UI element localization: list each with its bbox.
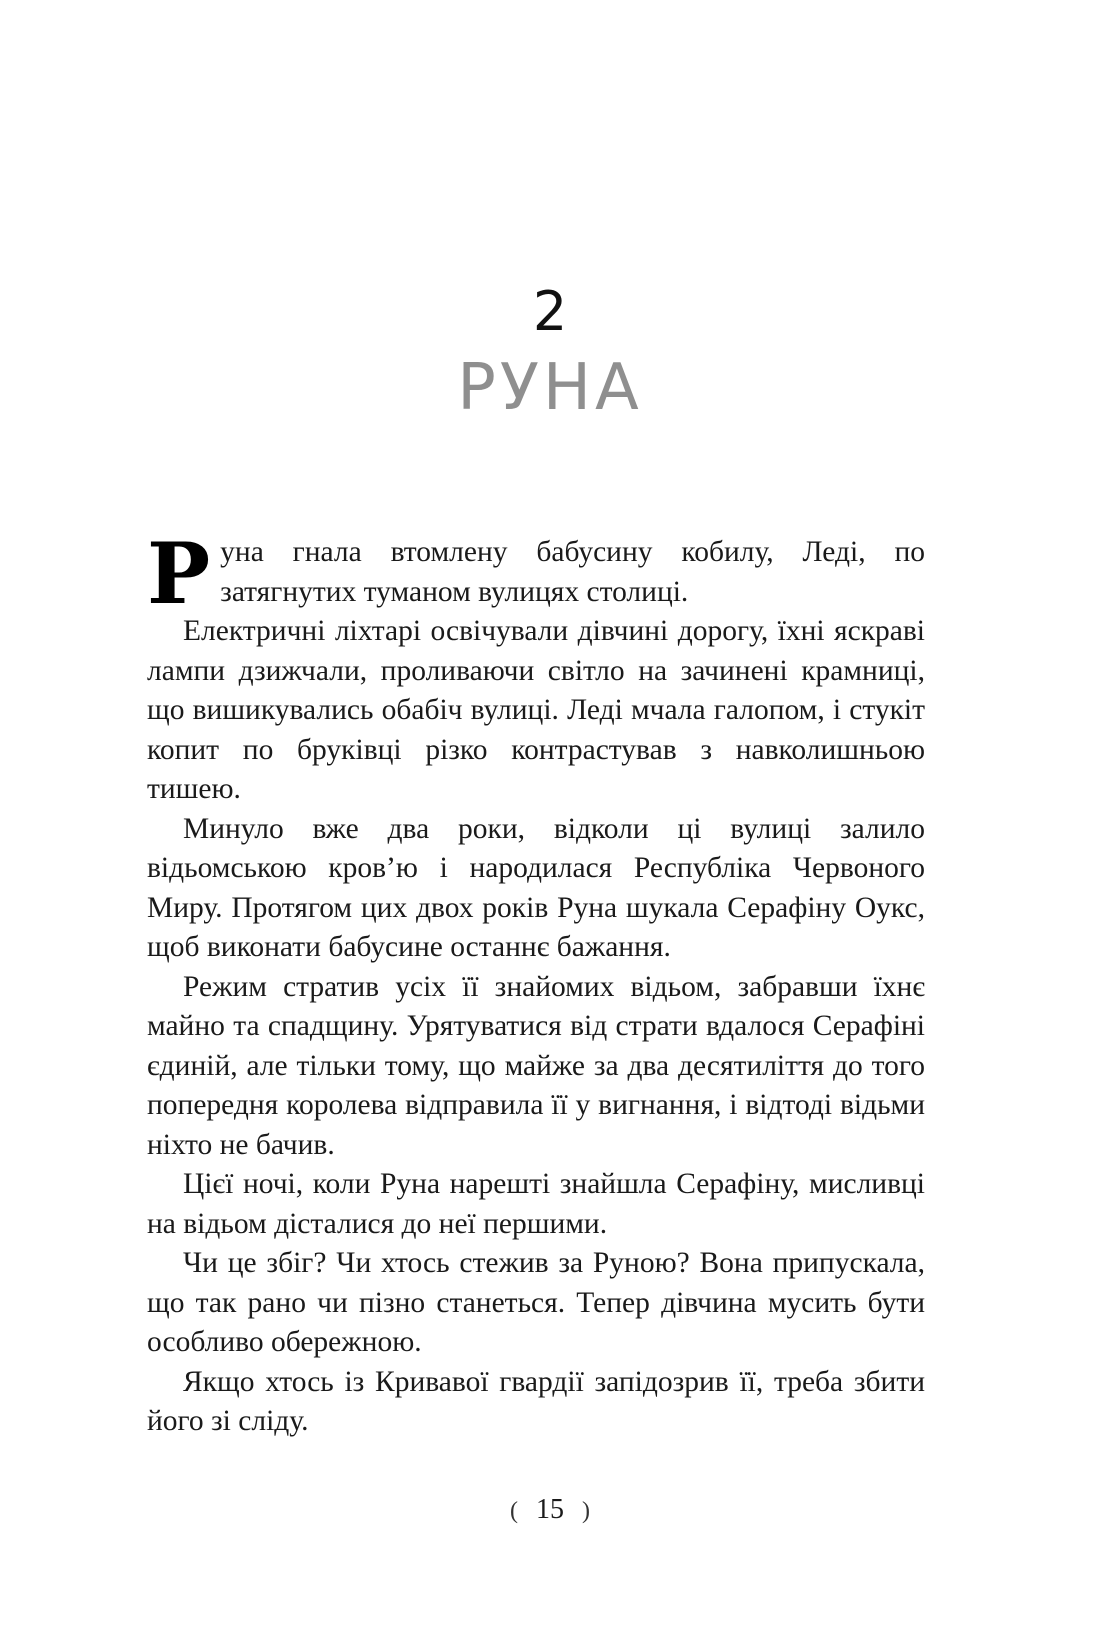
paragraph-3: Минуло вже два роки, відколи ці вулиці залило відьомською кров’ю і народилася Республіка Червоного Миру. Протягом цих двох років Руна шукала Серафіну Оукс, щоб виконати бабусине останнє бажання. — [147, 812, 925, 963]
drop-cap: Р — [147, 524, 211, 623]
page-number-bracket-right: ) — [582, 1498, 590, 1524]
page-number-bracket-left: ( — [510, 1498, 518, 1524]
chapter-title: РУНА — [457, 351, 643, 425]
paragraph-6: Чи це збіг? Чи хтось стежив за Руною? Вона припускала, що так рано чи пізно станеться. Тепер дівчина мусить бути особливо обережною. — [147, 1247, 925, 1358]
paragraph-5: Цієї ночі, коли Руна нарешті знайшла Серафіну, мисливці на відьом дісталися до неї першими. — [147, 1168, 925, 1240]
paragraph-1 — [147, 524, 925, 623]
page-number: 15 — [536, 1494, 564, 1525]
paragraph-1-text: уна гнала втомлену бабусину кобилу, Леді, по затягнутих туманом вулицях столиці. — [220, 536, 925, 608]
paragraph-4: Режим стратив усіх її знайомих відьом, забравши їхнє майно та спадщину. Урятуватися від страти вдалося Серафіні єдиній, але тільки тому, що майже за два десятиліття до того попередня королева відправила її у вигнання, і відтоді відьми ніхто не бачив. — [147, 970, 925, 1161]
page-number-footer — [0, 1490, 1100, 1531]
paragraph-2: Електричні ліхтарі освічували дівчині дорогу, їхні яскраві лампи дзижчали, проливаючи світло на зачинені крамниці, що вишикувались обабіч вулиці. Леді мчала галопом, і стукіт копит по бруківці різко контрастував з навколишньою тишею. — [147, 615, 925, 805]
chapter-number: 2 — [532, 280, 568, 343]
chapter-body — [147, 524, 925, 1442]
paragraph-7: Якщо хтось із Кривавої гвардії запідозрив її, треба збити його зі сліду. — [147, 1365, 925, 1437]
